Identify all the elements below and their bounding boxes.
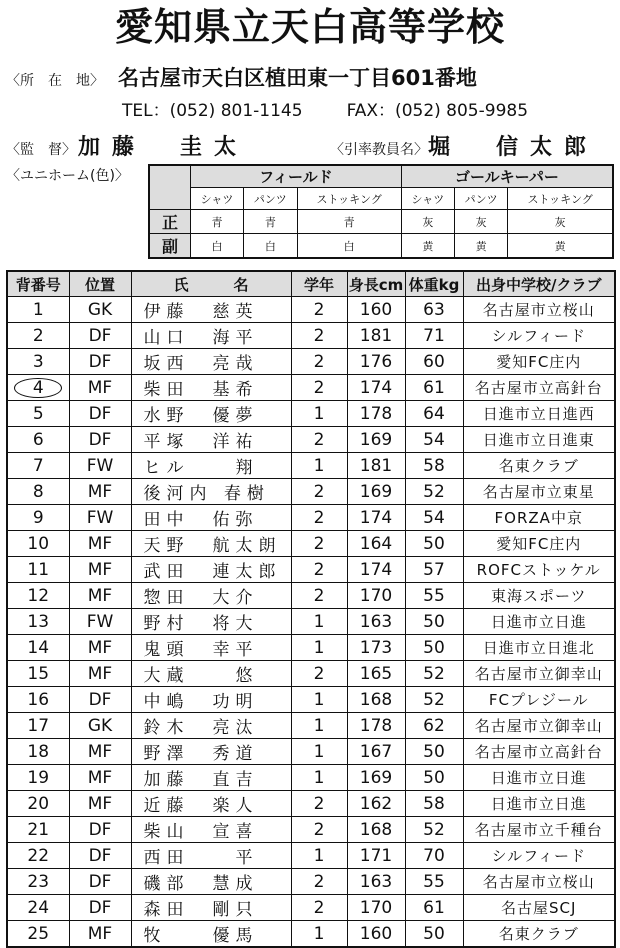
player-number: 10 xyxy=(7,531,69,557)
player-name: 田中 佑弥 xyxy=(131,505,291,531)
table-row xyxy=(7,453,615,479)
player-club: 名東クラブ xyxy=(463,921,615,948)
player-number: 6 xyxy=(7,427,69,453)
player-name: ヒル 翔 xyxy=(131,453,291,479)
player-grade: 2 xyxy=(291,297,347,323)
roster-body xyxy=(7,297,615,948)
player-number: 8 xyxy=(7,479,69,505)
player-height: 160 xyxy=(347,297,405,323)
player-club: 名古屋市立高針台 xyxy=(463,739,615,765)
player-number: 1 xyxy=(7,297,69,323)
player-position: MF xyxy=(69,375,131,401)
player-weight: 61 xyxy=(405,895,463,921)
header-grade: 学年 xyxy=(291,271,347,297)
table-row xyxy=(7,505,615,531)
player-position: DF xyxy=(69,843,131,869)
player-number: 12 xyxy=(7,583,69,609)
player-grade: 1 xyxy=(291,609,347,635)
address-line xyxy=(6,62,477,92)
player-club: 日進市立日進東 xyxy=(463,427,615,453)
player-weight: 54 xyxy=(405,427,463,453)
player-weight: 63 xyxy=(405,297,463,323)
table-row xyxy=(7,375,615,401)
player-position: DF xyxy=(69,895,131,921)
table-row xyxy=(7,479,615,505)
player-name: 野澤 秀道 xyxy=(131,739,291,765)
uniform-field-header: フィールド xyxy=(191,165,402,188)
player-weight: 70 xyxy=(405,843,463,869)
player-name: 山口 海平 xyxy=(131,323,291,349)
player-weight: 54 xyxy=(405,505,463,531)
captain-number-circle: 4 xyxy=(14,378,62,398)
player-number: 21 xyxy=(7,817,69,843)
table-row xyxy=(7,557,615,583)
player-height: 178 xyxy=(347,401,405,427)
player-position: MF xyxy=(69,479,131,505)
player-height: 181 xyxy=(347,323,405,349)
uniform-color: 青 xyxy=(297,210,401,234)
player-grade: 2 xyxy=(291,427,347,453)
player-grade: 2 xyxy=(291,531,347,557)
player-weight: 58 xyxy=(405,791,463,817)
player-height: 181 xyxy=(347,453,405,479)
player-number: 15 xyxy=(7,661,69,687)
player-weight: 50 xyxy=(405,765,463,791)
player-position: DF xyxy=(69,869,131,895)
player-number: 17 xyxy=(7,713,69,739)
player-weight: 58 xyxy=(405,453,463,479)
player-number: 9 xyxy=(7,505,69,531)
player-grade: 2 xyxy=(291,661,347,687)
player-club: 日進市立日進北 xyxy=(463,635,615,661)
table-row xyxy=(7,297,615,323)
player-club: 名古屋SCJ xyxy=(463,895,615,921)
player-club: 日進市立日進 xyxy=(463,609,615,635)
player-height: 170 xyxy=(347,895,405,921)
player-number: 25 xyxy=(7,921,69,948)
table-row xyxy=(7,661,615,687)
player-position: MF xyxy=(69,791,131,817)
header-position: 位置 xyxy=(69,271,131,297)
leader-name: 堀 信太郎 xyxy=(428,135,599,160)
player-position: FW xyxy=(69,609,131,635)
player-number: 22 xyxy=(7,843,69,869)
player-position: DF xyxy=(69,687,131,713)
table-row xyxy=(7,921,615,948)
uniform-item: パンツ xyxy=(454,188,507,210)
table-row xyxy=(7,609,615,635)
player-weight: 61 xyxy=(405,375,463,401)
player-height: 169 xyxy=(347,427,405,453)
table-row xyxy=(7,713,615,739)
player-position: DF xyxy=(69,323,131,349)
player-weight: 71 xyxy=(405,323,463,349)
player-name: 中嶋 功明 xyxy=(131,687,291,713)
player-position: DF xyxy=(69,817,131,843)
table-row xyxy=(7,765,615,791)
player-weight: 52 xyxy=(405,817,463,843)
player-grade: 2 xyxy=(291,479,347,505)
player-name: 加藤 直吉 xyxy=(131,765,291,791)
player-position: DF xyxy=(69,401,131,427)
player-height: 174 xyxy=(347,557,405,583)
player-grade: 1 xyxy=(291,453,347,479)
player-name: 後河内 春樹 xyxy=(131,479,291,505)
player-height: 163 xyxy=(347,609,405,635)
player-name: 野村 将大 xyxy=(131,609,291,635)
player-club: 愛知FC庄内 xyxy=(463,349,615,375)
player-weight: 50 xyxy=(405,531,463,557)
player-height: 168 xyxy=(347,817,405,843)
player-name: 西田 平 xyxy=(131,843,291,869)
uniform-corner-cell xyxy=(149,165,191,210)
player-position: MF xyxy=(69,661,131,687)
table-row xyxy=(7,843,615,869)
uniform-color: 黄 xyxy=(454,234,507,259)
player-name: 鈴木 亮汰 xyxy=(131,713,291,739)
player-name: 柴田 基希 xyxy=(131,375,291,401)
table-row xyxy=(7,583,615,609)
player-number: 13 xyxy=(7,609,69,635)
player-position: MF xyxy=(69,921,131,948)
uniform-table xyxy=(148,164,614,259)
uniform-color: 灰 xyxy=(508,210,613,234)
player-height: 164 xyxy=(347,531,405,557)
player-name: 坂西 亮哉 xyxy=(131,349,291,375)
player-grade: 1 xyxy=(291,401,347,427)
player-club: 東海スポーツ xyxy=(463,583,615,609)
uniform-color: 黄 xyxy=(401,234,454,259)
address-value: 名古屋市天白区植田東一丁目601番地 xyxy=(118,66,477,90)
player-weight: 50 xyxy=(405,609,463,635)
player-number: 24 xyxy=(7,895,69,921)
uniform-item: ストッキング xyxy=(508,188,613,210)
roster-header-row xyxy=(7,271,615,297)
player-position: GK xyxy=(69,297,131,323)
uniform-color: 青 xyxy=(191,210,244,234)
player-number: 11 xyxy=(7,557,69,583)
player-weight: 50 xyxy=(405,635,463,661)
player-grade: 2 xyxy=(291,869,347,895)
table-row xyxy=(7,687,615,713)
player-weight: 55 xyxy=(405,583,463,609)
player-club: 愛知FC庄内 xyxy=(463,531,615,557)
player-grade: 2 xyxy=(291,323,347,349)
player-weight: 55 xyxy=(405,869,463,895)
player-height: 167 xyxy=(347,739,405,765)
table-row xyxy=(7,401,615,427)
fax-number: FAX：(052) 805-9985 xyxy=(346,101,529,121)
header-height: 身長cm xyxy=(347,271,405,297)
player-grade: 2 xyxy=(291,557,347,583)
uniform-color: 白 xyxy=(191,234,244,259)
player-height: 163 xyxy=(347,869,405,895)
player-grade: 2 xyxy=(291,817,347,843)
address-label: 〈所 在 地〉 xyxy=(6,73,104,89)
header-weight: 体重kg xyxy=(405,271,463,297)
player-grade: 1 xyxy=(291,921,347,948)
player-club: FORZA中京 xyxy=(463,505,615,531)
uniform-item: シャツ xyxy=(401,188,454,210)
player-weight: 50 xyxy=(405,921,463,948)
table-row xyxy=(7,531,615,557)
player-number: 23 xyxy=(7,869,69,895)
player-club: 日進市立日進西 xyxy=(463,401,615,427)
uniform-color: 白 xyxy=(297,234,401,259)
player-position: MF xyxy=(69,739,131,765)
tel-number: TEL：(052) 801-1145 xyxy=(122,101,303,121)
player-position: DF xyxy=(69,349,131,375)
player-name: 天野 航太朗 xyxy=(131,531,291,557)
player-number: 5 xyxy=(7,401,69,427)
player-height: 174 xyxy=(347,375,405,401)
player-weight: 64 xyxy=(405,401,463,427)
player-height: 173 xyxy=(347,635,405,661)
player-number: 14 xyxy=(7,635,69,661)
player-club: 名古屋市立東星 xyxy=(463,479,615,505)
player-grade: 2 xyxy=(291,349,347,375)
player-height: 168 xyxy=(347,687,405,713)
school-title: 愛知県立天白高等学校 xyxy=(114,5,505,49)
player-height: 174 xyxy=(347,505,405,531)
player-grade: 1 xyxy=(291,687,347,713)
player-height: 169 xyxy=(347,479,405,505)
player-name: 森田 剛只 xyxy=(131,895,291,921)
player-weight: 52 xyxy=(405,687,463,713)
header-number: 背番号 xyxy=(7,271,69,297)
player-grade: 2 xyxy=(291,505,347,531)
uniform-item: ストッキング xyxy=(297,188,401,210)
player-weight: 60 xyxy=(405,349,463,375)
player-club: シルフィード xyxy=(463,843,615,869)
player-position: FW xyxy=(69,453,131,479)
player-height: 170 xyxy=(347,583,405,609)
player-weight: 57 xyxy=(405,557,463,583)
uniform-item: シャツ xyxy=(191,188,244,210)
player-club: 名古屋市立桜山 xyxy=(463,869,615,895)
player-position: FW xyxy=(69,505,131,531)
uniform-row-label: 副 xyxy=(149,234,191,259)
player-weight: 62 xyxy=(405,713,463,739)
player-club: 名古屋市立御幸山 xyxy=(463,713,615,739)
player-name: 武田 連太郎 xyxy=(131,557,291,583)
contact-line xyxy=(122,96,528,121)
table-row xyxy=(7,427,615,453)
player-position: MF xyxy=(69,635,131,661)
header-club: 出身中学校/クラブ xyxy=(463,271,615,297)
table-row xyxy=(7,895,615,921)
table-row xyxy=(7,791,615,817)
player-height: 169 xyxy=(347,765,405,791)
uniform-color: 灰 xyxy=(454,210,507,234)
table-row xyxy=(7,349,615,375)
player-height: 165 xyxy=(347,661,405,687)
player-weight: 50 xyxy=(405,739,463,765)
table-row xyxy=(7,869,615,895)
table-row xyxy=(7,323,615,349)
player-number: 18 xyxy=(7,739,69,765)
supervisor-label: 〈監 督〉 xyxy=(6,142,76,158)
player-position: GK xyxy=(69,713,131,739)
table-row xyxy=(7,635,615,661)
player-club: シルフィード xyxy=(463,323,615,349)
supervisor-line xyxy=(6,130,248,161)
player-number: 19 xyxy=(7,765,69,791)
player-position: MF xyxy=(69,583,131,609)
player-club: FCプレジール xyxy=(463,687,615,713)
leader-label: 〈引率教員名〉 xyxy=(330,142,428,158)
uniform-color: 灰 xyxy=(401,210,454,234)
player-club: 名東クラブ xyxy=(463,453,615,479)
player-height: 171 xyxy=(347,843,405,869)
supervisor-name: 加藤 圭太 xyxy=(78,135,249,160)
player-height: 160 xyxy=(347,921,405,948)
player-club: 日進市立日進 xyxy=(463,791,615,817)
player-grade: 1 xyxy=(291,739,347,765)
uniform-color: 白 xyxy=(244,234,297,259)
player-number: 7 xyxy=(7,453,69,479)
player-grade: 1 xyxy=(291,635,347,661)
player-height: 178 xyxy=(347,713,405,739)
player-club: 名古屋市立高針台 xyxy=(463,375,615,401)
leader-line xyxy=(330,130,598,161)
header-name: 氏 名 xyxy=(131,271,291,297)
player-number: 16 xyxy=(7,687,69,713)
uniform-color: 黄 xyxy=(508,234,613,259)
player-number: 2 xyxy=(7,323,69,349)
player-name: 近藤 楽人 xyxy=(131,791,291,817)
player-name: 平塚 洋祐 xyxy=(131,427,291,453)
player-position: MF xyxy=(69,765,131,791)
player-club: 名古屋市立御幸山 xyxy=(463,661,615,687)
player-name: 惣田 大介 xyxy=(131,583,291,609)
player-position: DF xyxy=(69,427,131,453)
uniform-label: 〈ユニホーム(色)〉 xyxy=(6,168,129,184)
player-grade: 2 xyxy=(291,375,347,401)
uniform-color: 青 xyxy=(244,210,297,234)
table-row xyxy=(7,817,615,843)
player-number: 20 xyxy=(7,791,69,817)
player-name: 磯部 慧成 xyxy=(131,869,291,895)
player-grade: 2 xyxy=(291,583,347,609)
player-club: 名古屋市立桜山 xyxy=(463,297,615,323)
player-club: ROFCストッケル xyxy=(463,557,615,583)
player-grade: 1 xyxy=(291,765,347,791)
player-grade: 2 xyxy=(291,895,347,921)
table-row xyxy=(7,739,615,765)
player-name: 大蔵 悠 xyxy=(131,661,291,687)
player-weight: 52 xyxy=(405,661,463,687)
player-weight: 52 xyxy=(405,479,463,505)
player-number: 3 xyxy=(7,349,69,375)
player-grade: 1 xyxy=(291,713,347,739)
player-grade: 1 xyxy=(291,843,347,869)
player-position: MF xyxy=(69,557,131,583)
player-position: MF xyxy=(69,531,131,557)
player-name: 鬼頭 幸平 xyxy=(131,635,291,661)
player-name: 水野 優夢 xyxy=(131,401,291,427)
player-name: 牧 優馬 xyxy=(131,921,291,948)
player-height: 176 xyxy=(347,349,405,375)
player-height: 162 xyxy=(347,791,405,817)
roster-table xyxy=(6,270,616,948)
player-name: 伊藤 慈英 xyxy=(131,297,291,323)
uniform-keeper-header: ゴールキーパー xyxy=(401,165,613,188)
uniform-item: パンツ xyxy=(244,188,297,210)
player-club: 日進市立日進 xyxy=(463,765,615,791)
player-club: 名古屋市立千種台 xyxy=(463,817,615,843)
player-number xyxy=(7,375,69,401)
player-name: 柴山 宣喜 xyxy=(131,817,291,843)
player-grade: 2 xyxy=(291,791,347,817)
uniform-row-label: 正 xyxy=(149,210,191,234)
